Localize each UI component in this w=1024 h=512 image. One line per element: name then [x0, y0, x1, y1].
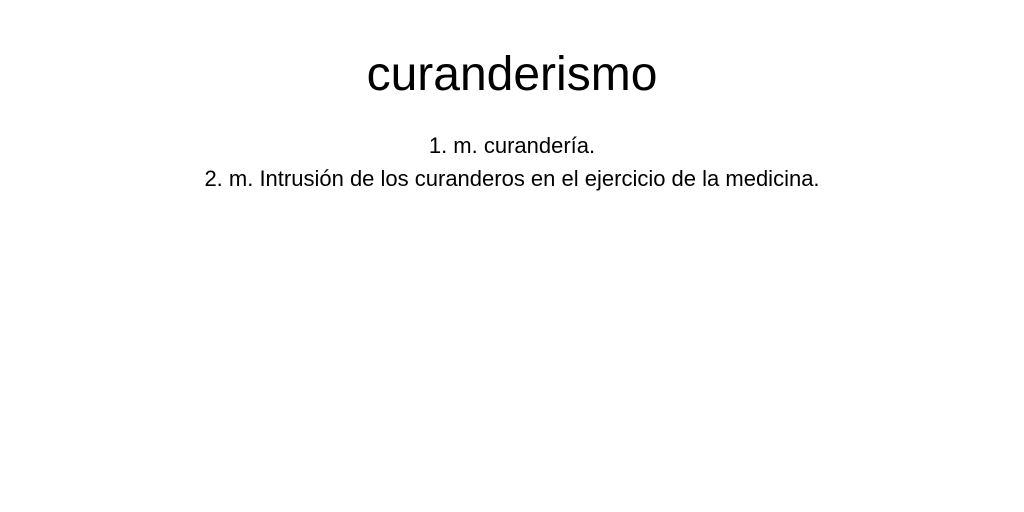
definition-item-2: 2. m. Intrusión de los curanderos en el ejercicio de la medicina.	[204, 166, 820, 191]
headword-title: curanderismo	[366, 48, 658, 101]
definition-list	[0, 129, 1024, 195]
definition-item-1: 1. m. curandería.	[428, 133, 596, 158]
